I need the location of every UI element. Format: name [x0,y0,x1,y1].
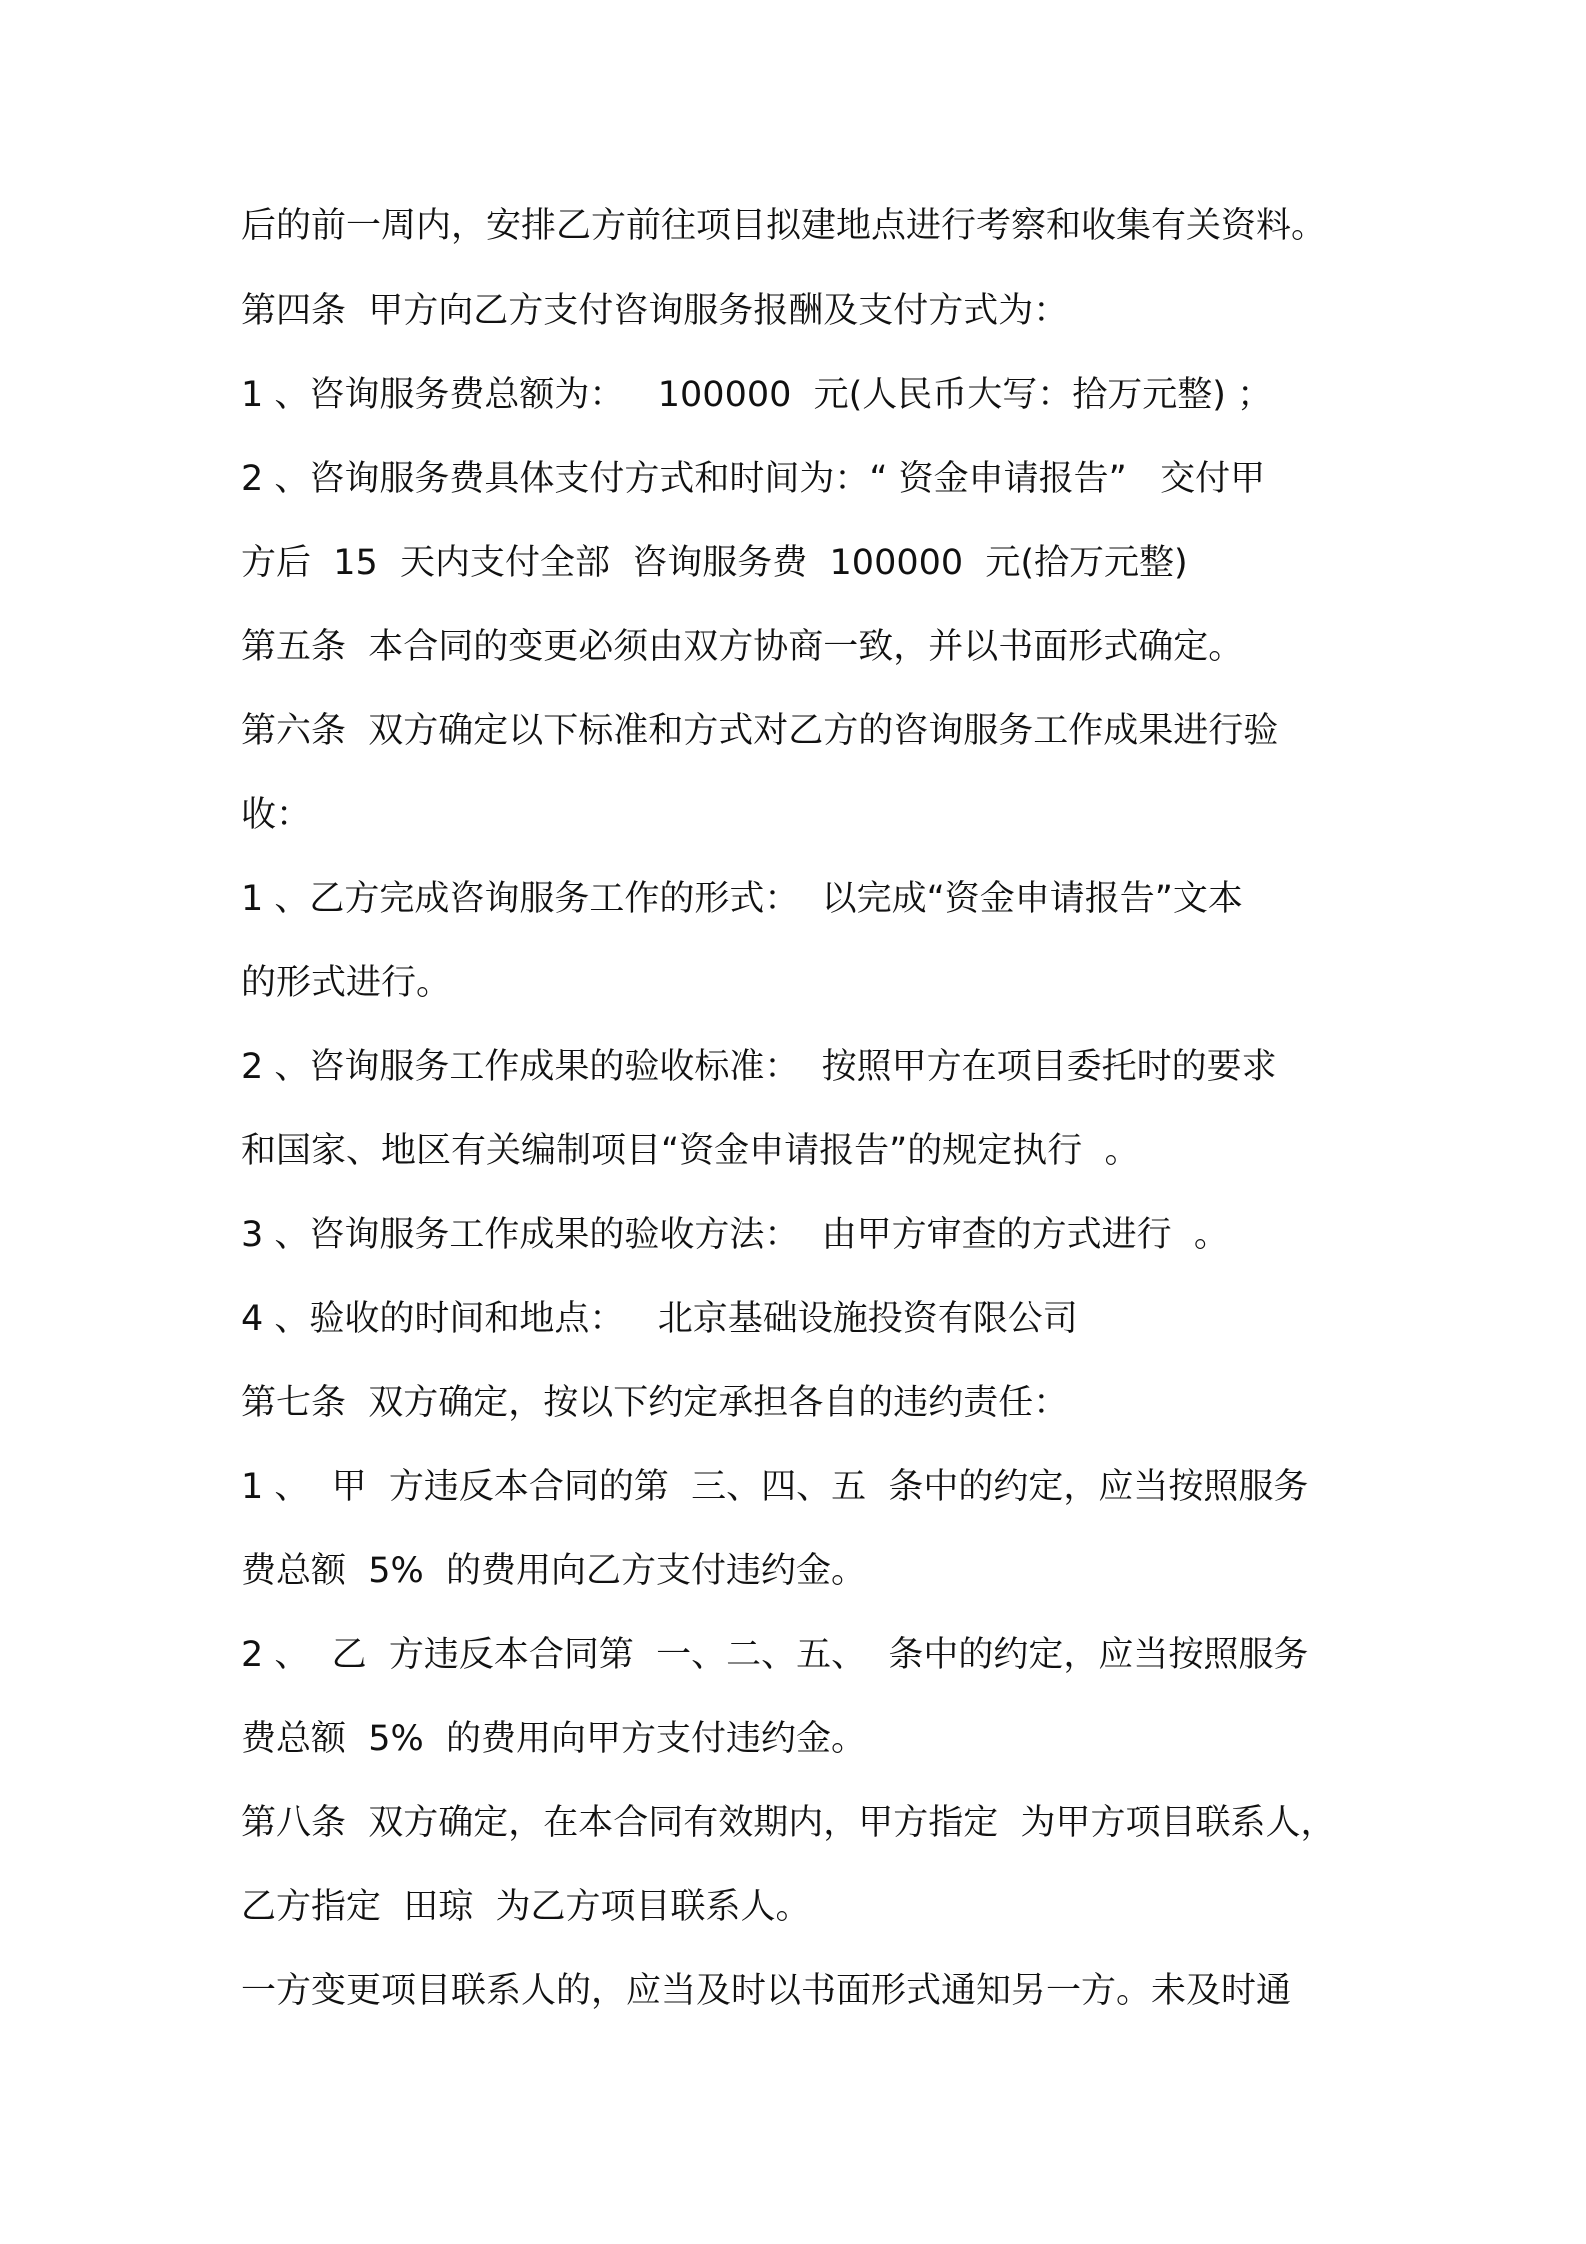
text-line: 第五条 本合同的变更必须由双方协商一致，并以书面形式确定。 [241,627,1244,667]
text-line: 费总额 5% 的费用向甲方支付违约金。 [241,1719,867,1759]
text-line: 2 、 乙 方违反本合同第 一、二、五、 条中的约定，应当按照服务 [241,1635,1309,1675]
text-line: 1 、咨询服务费总额为： 100000 元(人民币大写：拾万元整) ； [241,375,1273,415]
text-line: 方后 15 天内支付全部 咨询服务费 100000 元(拾万元整) [241,543,1188,583]
text-line: 3 、咨询服务工作成果的验收方法： 由甲方审查的方式进行 。 [241,1215,1229,1255]
text-line: 第八条 双方确定，在本合同有效期内，甲方指定 为甲方项目联系人， [241,1803,1336,1843]
text-line: 2 、咨询服务工作成果的验收标准： 按照甲方在项目委托时的要求 [241,1047,1277,1087]
text-line: 1 、乙方完成咨询服务工作的形式： 以完成“资金申请报告”文本 [241,879,1243,919]
text-line: 2 、咨询服务费具体支付方式和时间为：“ 资金申请报告” 交付甲 [241,459,1266,499]
text-line: 费总额 5% 的费用向乙方支付违约金。 [241,1551,867,1591]
text-line: 乙方指定 田琼 为乙方项目联系人。 [241,1887,811,1927]
text-line: 一方变更项目联系人的，应当及时以书面形式通知另一方。未及时通 [241,1971,1292,2011]
text-line: 后的前一周内，安排乙方前往项目拟建地点进行考察和收集有关资料。 [241,206,1327,246]
text-line: 第六条 双方确定以下标准和方式对乙方的咨询服务工作成果进行验 [241,711,1279,751]
text-line: 4 、验收的时间和地点： 北京基础设施投资有限公司 [241,1299,1078,1339]
text-line: 1 、 甲 方违反本合同的第 三、四、五 条中的约定，应当按照服务 [241,1467,1309,1507]
text-line: 的形式进行。 [241,963,452,1003]
text-line: 第七条 双方确定，按以下约定承担各自的违约责任： [241,1383,1069,1423]
text-line: 收： [241,795,312,835]
text-line: 和国家、地区有关编制项目“资金申请报告”的规定执行 。 [241,1131,1140,1171]
text-line: 第四条 甲方向乙方支付咨询服务报酬及支付方式为： [241,291,1069,331]
